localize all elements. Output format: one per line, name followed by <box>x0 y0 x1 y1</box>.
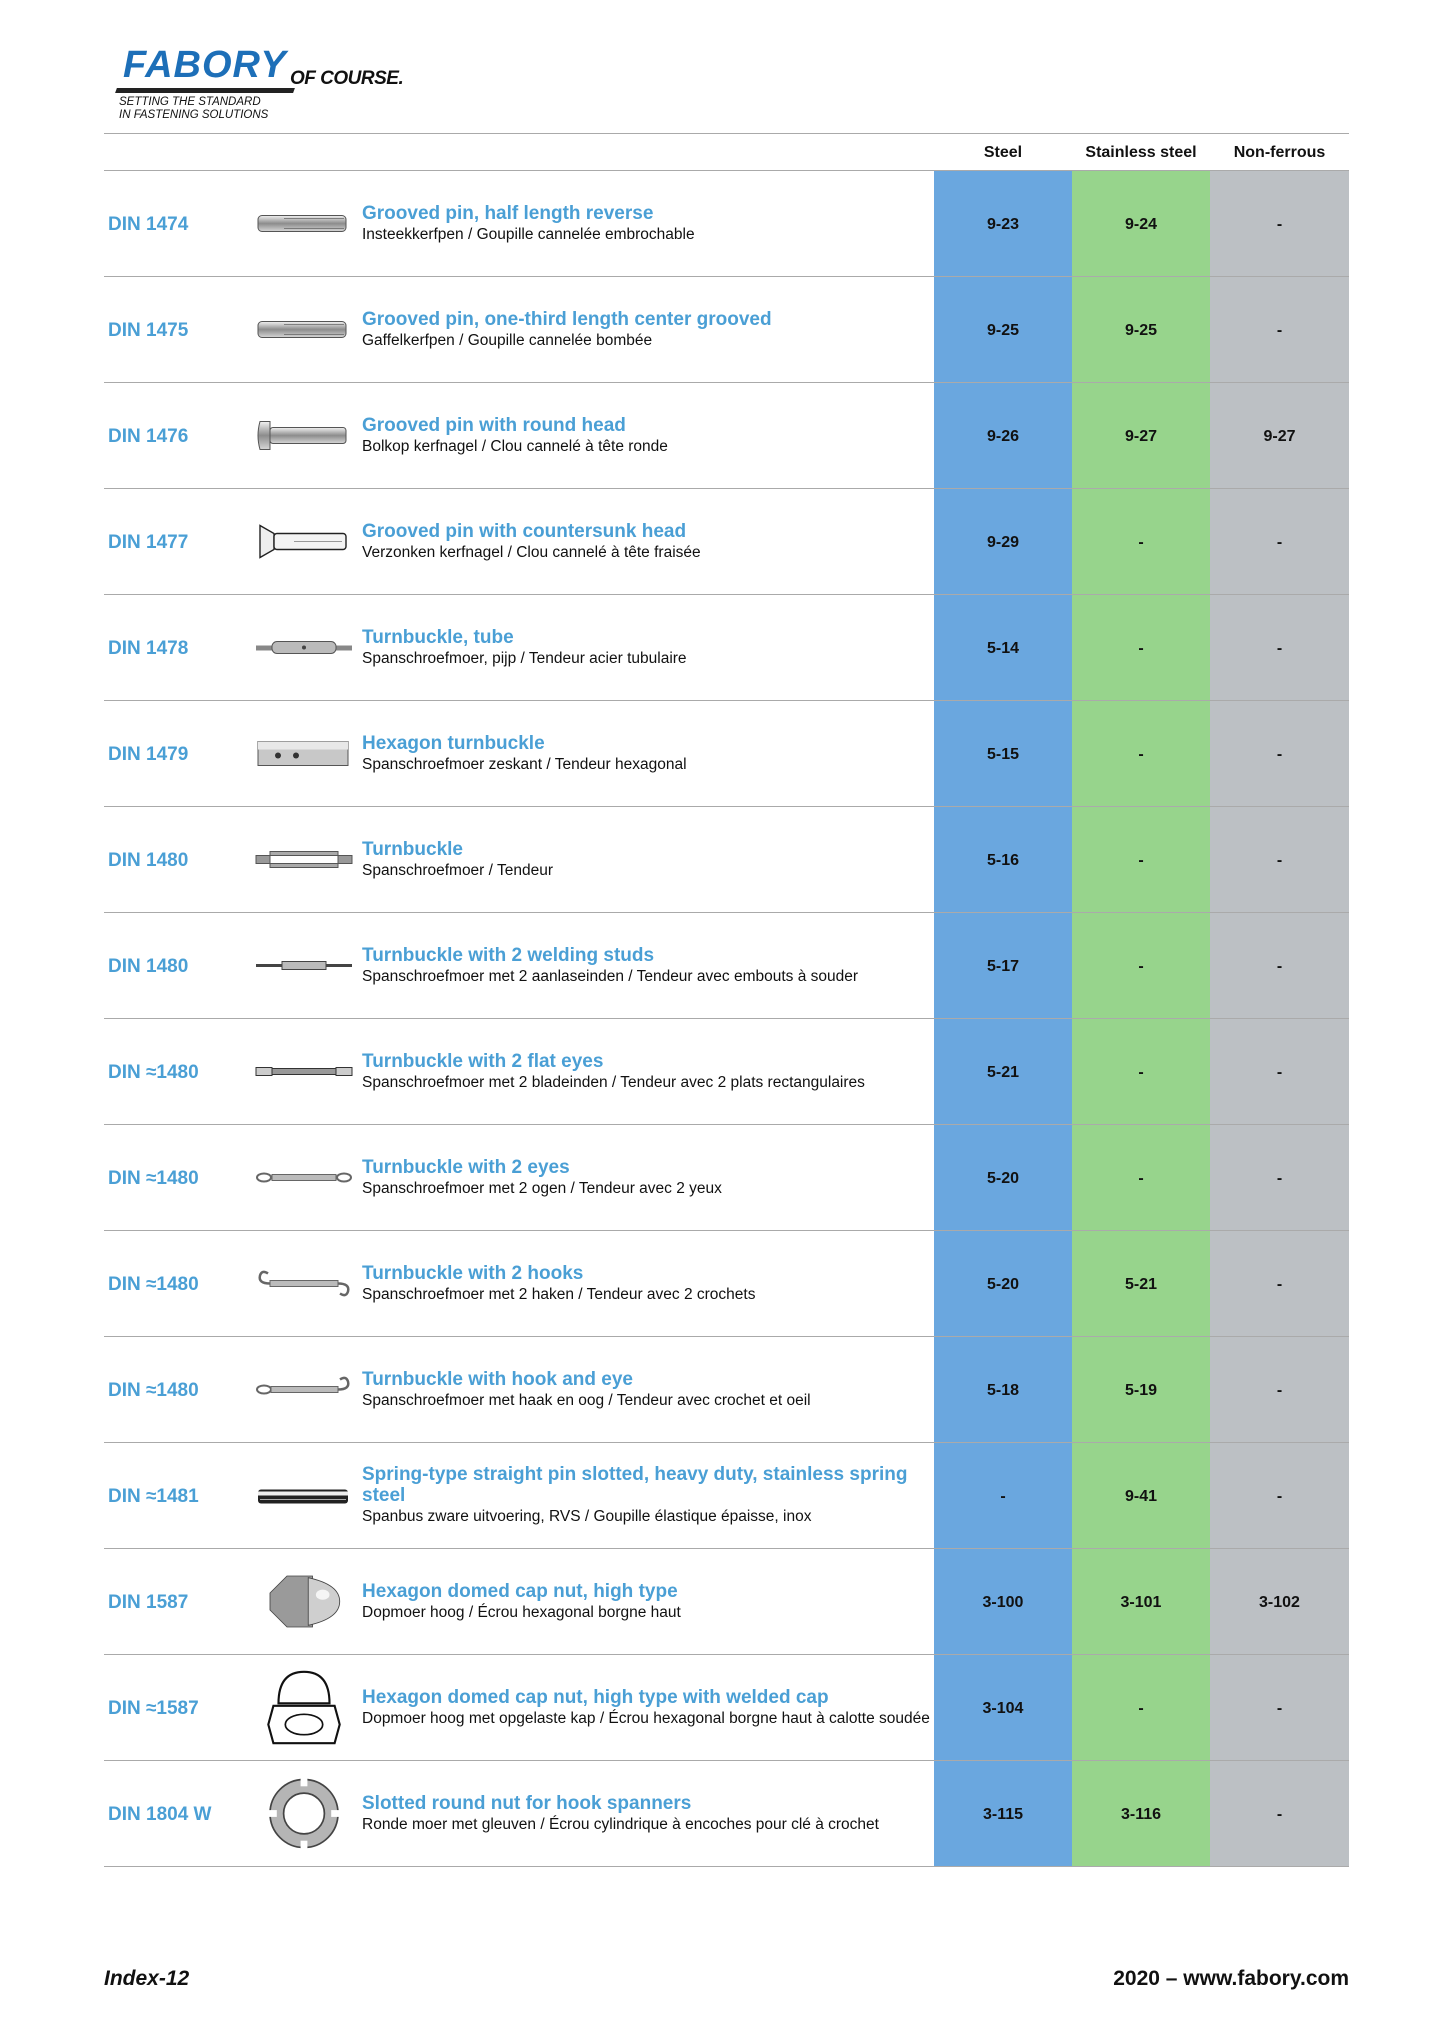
nonferrous-page-ref[interactable]: - <box>1210 1655 1349 1760</box>
product-translation: Spanschroefmoer, pijp / Tendeur acier tubulaire <box>362 649 687 667</box>
table-row <box>104 595 1349 701</box>
column-header-steel: Steel <box>983 144 1023 161</box>
steel-page-ref[interactable]: 9-29 <box>934 489 1072 594</box>
product-description <box>362 1019 934 1124</box>
product-title[interactable]: Grooved pin with countersunk head <box>362 520 687 542</box>
product-description <box>362 1549 934 1654</box>
stainless-page-ref[interactable]: 9-27 <box>1072 383 1210 488</box>
stainless-page-ref[interactable]: - <box>1072 701 1210 806</box>
nonferrous-page-ref[interactable]: - <box>1210 701 1349 806</box>
countersunk-pin-icon <box>254 499 354 584</box>
nonferrous-page-ref[interactable]: - <box>1210 1443 1349 1548</box>
tagline-line-2: IN FASTENING SOLUTIONS <box>119 109 269 121</box>
cap-nut-icon <box>254 1559 354 1644</box>
table-row <box>104 277 1349 383</box>
din-number: DIN 1476 <box>108 426 189 447</box>
table-row <box>104 1231 1349 1337</box>
page-number: Index-12 <box>104 1967 190 1990</box>
hexagon-turnbuckle-icon <box>254 711 354 796</box>
table-row <box>104 1761 1349 1867</box>
stainless-page-ref[interactable]: 3-116 <box>1072 1761 1210 1866</box>
nonferrous-page-ref[interactable]: - <box>1210 807 1349 912</box>
tagline-line-1: SETTING THE STANDARD <box>119 96 261 108</box>
nonferrous-page-ref[interactable]: - <box>1210 1761 1349 1866</box>
product-translation: Ronde moer met gleuven / Écrou cylindrique à encoches pour clé à crochet <box>362 1815 879 1833</box>
product-description <box>362 171 934 276</box>
stainless-page-ref[interactable]: - <box>1072 807 1210 912</box>
product-title[interactable]: Hexagon turnbuckle <box>362 732 545 754</box>
steel-page-ref[interactable]: 9-26 <box>934 383 1072 488</box>
product-translation: Spanschroefmoer / Tendeur <box>362 861 553 879</box>
product-title[interactable]: Spring-type straight pin slotted, heavy duty, stainless spring steel <box>362 1464 908 1506</box>
brand-tagline <box>119 96 268 122</box>
steel-page-ref[interactable]: 5-15 <box>934 701 1072 806</box>
product-title[interactable]: Grooved pin, half length reverse <box>362 202 654 224</box>
turnbuckle-tube-icon <box>254 605 354 690</box>
nonferrous-page-ref[interactable]: - <box>1210 277 1349 382</box>
table-row <box>104 1549 1349 1655</box>
logo-underline <box>115 88 295 93</box>
steel-page-ref[interactable]: 3-115 <box>934 1761 1072 1866</box>
column-header-stainless: Stainless steel <box>1085 144 1197 161</box>
product-description <box>362 1761 934 1866</box>
turnbuckle-hooks-icon <box>254 1241 354 1326</box>
product-description <box>362 1443 934 1548</box>
footer-website: 2020 – www.fabory.com <box>1113 1967 1349 1990</box>
nonferrous-page-ref[interactable]: - <box>1210 489 1349 594</box>
steel-page-ref[interactable]: - <box>934 1443 1072 1548</box>
product-translation: Spanschroefmoer met 2 aanlaseinden / Tendeur avec embouts à souder <box>362 967 859 985</box>
grooved-pin-icon <box>254 181 354 266</box>
steel-page-ref[interactable]: 5-20 <box>934 1231 1072 1336</box>
turnbuckle-icon <box>254 817 354 902</box>
product-translation: Spanschroefmoer met 2 haken / Tendeur avec 2 crochets <box>362 1285 756 1303</box>
din-number: DIN ≈1480 <box>108 1062 199 1083</box>
table-row <box>104 1125 1349 1231</box>
product-index-table <box>104 133 1349 1867</box>
product-description <box>362 1231 934 1336</box>
product-translation: Spanschroefmoer met 2 ogen / Tendeur avec 2 yeux <box>362 1179 722 1197</box>
product-translation: Insteekkerfpen / Goupille cannelée embrochable <box>362 225 695 243</box>
din-number: DIN ≈1481 <box>108 1486 199 1507</box>
stainless-page-ref[interactable]: 9-41 <box>1072 1443 1210 1548</box>
table-row <box>104 807 1349 913</box>
din-number: DIN 1480 <box>108 850 189 871</box>
steel-page-ref[interactable]: 5-16 <box>934 807 1072 912</box>
din-number: DIN ≈1480 <box>108 1168 199 1189</box>
nonferrous-page-ref[interactable]: - <box>1210 1125 1349 1230</box>
stainless-page-ref[interactable]: - <box>1072 913 1210 1018</box>
table-row <box>104 171 1349 277</box>
product-title[interactable]: Hexagon domed cap nut, high type <box>362 1580 678 1602</box>
din-number: DIN 1804 W <box>108 1804 212 1825</box>
spring-pin-icon <box>254 1453 354 1538</box>
stainless-page-ref[interactable]: - <box>1072 595 1210 700</box>
steel-page-ref[interactable]: 9-23 <box>934 171 1072 276</box>
stainless-page-ref[interactable]: - <box>1072 489 1210 594</box>
table-row <box>104 1019 1349 1125</box>
steel-page-ref[interactable]: 3-104 <box>934 1655 1072 1760</box>
round-head-pin-icon <box>254 393 354 478</box>
table-row <box>104 489 1349 595</box>
din-number: DIN 1478 <box>108 638 189 659</box>
steel-page-ref[interactable]: 5-21 <box>934 1019 1072 1124</box>
product-translation: Spanbus zware uitvoering, RVS / Goupille élastique épaisse, inox <box>362 1508 812 1525</box>
fabory-logo <box>116 44 436 124</box>
steel-page-ref[interactable]: 9-25 <box>934 277 1072 382</box>
product-description <box>362 383 934 488</box>
product-title[interactable]: Turnbuckle with 2 flat eyes <box>362 1050 604 1072</box>
product-description <box>362 1125 934 1230</box>
table-row <box>104 913 1349 1019</box>
din-number: DIN 1479 <box>108 744 189 765</box>
table-row <box>104 383 1349 489</box>
turnbuckle-flat-eyes-icon <box>254 1029 354 1114</box>
column-header-nonferrous: Non-ferrous <box>1233 144 1326 161</box>
slotted-round-nut-icon <box>254 1771 354 1856</box>
product-description <box>362 807 934 912</box>
brand-slogan: OF COURSE. <box>290 68 404 89</box>
din-number: DIN 1480 <box>108 956 189 977</box>
din-number: DIN ≈1587 <box>108 1698 199 1719</box>
product-title[interactable]: Turnbuckle with 2 welding studs <box>362 944 655 966</box>
product-translation: Spanschroefmoer zeskant / Tendeur hexagonal <box>362 755 687 773</box>
turnbuckle-studs-icon <box>254 923 354 1008</box>
nonferrous-page-ref[interactable]: - <box>1210 1231 1349 1336</box>
stainless-page-ref[interactable]: - <box>1072 1125 1210 1230</box>
din-number: DIN 1474 <box>108 214 189 235</box>
product-description <box>362 1655 934 1760</box>
din-number: DIN 1587 <box>108 1592 189 1613</box>
product-translation: Spanschroefmoer met haak en oog / Tendeur avec crochet et oeil <box>362 1391 811 1409</box>
nonferrous-page-ref[interactable]: - <box>1210 171 1349 276</box>
nonferrous-page-ref[interactable]: - <box>1210 595 1349 700</box>
nonferrous-page-ref[interactable]: - <box>1210 1019 1349 1124</box>
product-title[interactable]: Grooved pin, one-third length center grooved <box>362 308 772 330</box>
din-number: DIN 1475 <box>108 320 189 341</box>
product-title[interactable]: Slotted round nut for hook spanners <box>362 1792 692 1814</box>
product-description <box>362 701 934 806</box>
product-description <box>362 277 934 382</box>
table-row <box>104 1337 1349 1443</box>
stainless-page-ref[interactable]: 3-101 <box>1072 1549 1210 1654</box>
steel-page-ref[interactable]: 5-17 <box>934 913 1072 1018</box>
product-title[interactable]: Turnbuckle, tube <box>362 626 514 648</box>
grooved-pin-icon <box>254 287 354 372</box>
steel-page-ref[interactable]: 5-20 <box>934 1125 1072 1230</box>
din-number: DIN ≈1480 <box>108 1380 199 1401</box>
product-translation: Dopmoer hoog met opgelaste kap / Écrou hexagonal borgne haut à calotte soudée <box>362 1709 930 1727</box>
table-row <box>104 1443 1349 1549</box>
product-title[interactable]: Turnbuckle with hook and eye <box>362 1368 633 1390</box>
nonferrous-page-ref[interactable]: 9-27 <box>1210 383 1349 488</box>
cap-nut-welded-icon <box>254 1665 354 1750</box>
product-description <box>362 595 934 700</box>
product-translation: Spanschroefmoer met 2 bladeinden / Tendeur avec 2 plats rectangulaires <box>362 1073 865 1091</box>
product-title[interactable]: Grooved pin with round head <box>362 414 626 436</box>
turnbuckle-hook-eye-icon <box>254 1347 354 1432</box>
nonferrous-page-ref[interactable]: - <box>1210 913 1349 1018</box>
product-description <box>362 913 934 1018</box>
product-title[interactable]: Turnbuckle with 2 hooks <box>362 1262 584 1284</box>
turnbuckle-eyes-icon <box>254 1135 354 1220</box>
stainless-page-ref[interactable]: 9-24 <box>1072 171 1210 276</box>
stainless-page-ref[interactable]: 9-25 <box>1072 277 1210 382</box>
nonferrous-page-ref[interactable]: - <box>1210 1337 1349 1442</box>
brand-name: FABORY <box>123 44 287 86</box>
stainless-page-ref[interactable]: - <box>1072 1655 1210 1760</box>
product-description <box>362 489 934 594</box>
product-translation: Dopmoer hoog / Écrou hexagonal borgne haut <box>362 1603 681 1621</box>
table-row <box>104 1655 1349 1761</box>
product-description <box>362 1337 934 1442</box>
steel-page-ref[interactable]: 3-100 <box>934 1549 1072 1654</box>
table-header <box>104 133 1349 171</box>
table-body <box>104 171 1349 1867</box>
din-number: DIN 1477 <box>108 532 189 553</box>
product-title[interactable]: Hexagon domed cap nut, high type with welded cap <box>362 1686 829 1708</box>
table-row <box>104 701 1349 807</box>
stainless-page-ref[interactable]: - <box>1072 1019 1210 1124</box>
steel-page-ref[interactable]: 5-14 <box>934 595 1072 700</box>
steel-page-ref[interactable]: 5-18 <box>934 1337 1072 1442</box>
din-number: DIN ≈1480 <box>108 1274 199 1295</box>
nonferrous-page-ref[interactable]: 3-102 <box>1210 1549 1349 1654</box>
stainless-page-ref[interactable]: 5-19 <box>1072 1337 1210 1442</box>
product-title[interactable]: Turnbuckle <box>362 838 463 860</box>
product-translation: Gaffelkerfpen / Goupille cannelée bombée <box>362 331 653 349</box>
product-title[interactable]: Turnbuckle with 2 eyes <box>362 1156 570 1178</box>
product-translation: Verzonken kerfnagel / Clou cannelé à tête fraisée <box>362 543 701 561</box>
stainless-page-ref[interactable]: 5-21 <box>1072 1231 1210 1336</box>
product-translation: Bolkop kerfnagel / Clou cannelé à tête ronde <box>362 437 668 455</box>
